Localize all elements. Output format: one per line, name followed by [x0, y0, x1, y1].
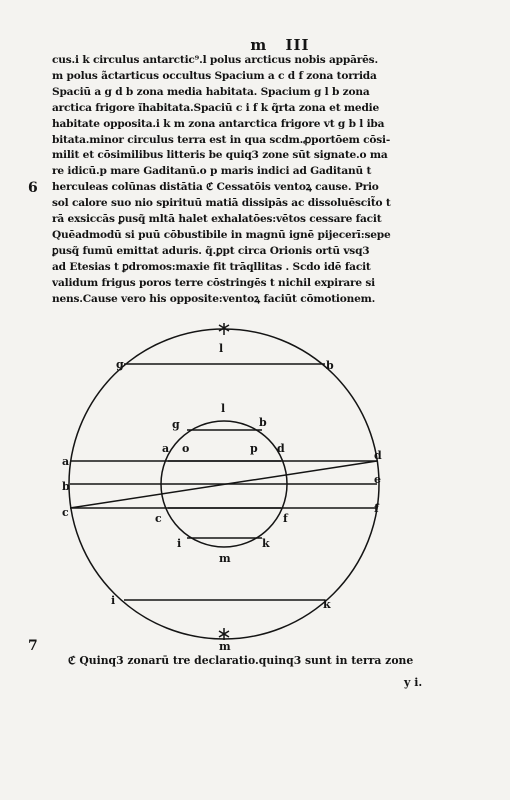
folio-mark: m	[250, 36, 268, 54]
text-line: nens.Cause vero his opposite:ventoꝝ faciūt cōmotionem.	[52, 292, 376, 305]
south-pole-star-icon	[219, 628, 229, 640]
outer-label-k: k	[323, 598, 331, 611]
inner-label-d: d	[277, 442, 285, 455]
inner-label-g: g	[172, 418, 180, 431]
outer-label-g: g	[116, 358, 124, 371]
outer-label-c: c	[62, 506, 69, 519]
text-line: arctica frigore ĩhabitata.Spaciū c i f k q̃rta zona et medie	[52, 101, 380, 114]
inner-label-f: f	[283, 512, 288, 525]
text-line: cus.i k circulus antarctic⁹.l polus arcticus nobis appārēs.	[52, 54, 378, 66]
outer-label-b-top: b	[326, 359, 334, 372]
outer-label-d: d	[374, 449, 382, 462]
inner-label-o: o	[182, 442, 190, 455]
inner-label-p: p	[250, 442, 258, 455]
text-line: ad Etesias t ꝑdromos:maxie fit trāqllitas . Scdo idē facit	[52, 260, 371, 273]
inner-label-c: c	[155, 512, 162, 525]
text-line: m polus ãctarticus occultus Spacium a c d f zona torrida	[52, 69, 377, 82]
text-line: rā exsiccās ꝑusq̃ mltā halet exhalatōes:vētos cessare facit	[52, 213, 382, 226]
outer-label-m: m	[219, 640, 231, 653]
text-line: re idicū.p mare Gaditanū.o p maris indici ad Gaditanū t	[52, 165, 372, 178]
margin-number-7: 7	[28, 638, 38, 654]
text-line: Spaciū a g d b zona media habitata. Spacium g l b zona	[52, 85, 370, 98]
text-line: sol calore suo nio spirituū matiā dissipās ac dissoluēscit̃o t	[52, 197, 391, 210]
outer-label-a: a	[62, 455, 70, 468]
text-line: habitate opposita.i k m zona antarctica frigore vt g b l iba	[52, 117, 385, 130]
text-line: bitata.minor circulus terra est in qua scdm.ꝓportōem cōsi-	[52, 133, 391, 146]
inner-label-i: i	[177, 537, 182, 550]
text-line: validum frigus poros terre cōstringēs t nichil expirare si	[52, 276, 376, 289]
outer-label-l: l	[219, 342, 224, 355]
text-line: milit et cōsimilibus litteris be quiq3 zone sūt signate.o ma	[52, 149, 388, 162]
inner-label-l: l	[221, 402, 226, 415]
inner-label-a: a	[162, 442, 170, 455]
outer-label-b-left: b	[62, 480, 70, 493]
signature-mark: y i.	[404, 676, 423, 689]
inner-label-k: k	[262, 537, 270, 550]
figure-caption: ℭ Quinq3 zonarū tre declaratio.quinq3 sunt in terra zone	[68, 654, 414, 667]
text-line: Quēadmodū si puū cōbustibile in magnū ignē pijecerī:sepe	[52, 228, 391, 241]
folio-number: III	[285, 36, 310, 54]
outer-label-f: f	[374, 502, 379, 515]
inner-label-m: m	[219, 552, 231, 565]
inner-label-b: b	[259, 416, 267, 429]
outer-label-e: e	[374, 473, 381, 486]
text-line: ꝑusq̃ fumū emittat aduris. q̃.ꝑpt circa Orionis ortū vsq3	[52, 244, 370, 257]
outer-label-i: i	[111, 594, 116, 607]
margin-number-6: 6	[28, 180, 38, 196]
text-line: herculeas colūnas distātia ℭ Cessatōis ventoꝝ cause. Prio	[52, 181, 379, 194]
